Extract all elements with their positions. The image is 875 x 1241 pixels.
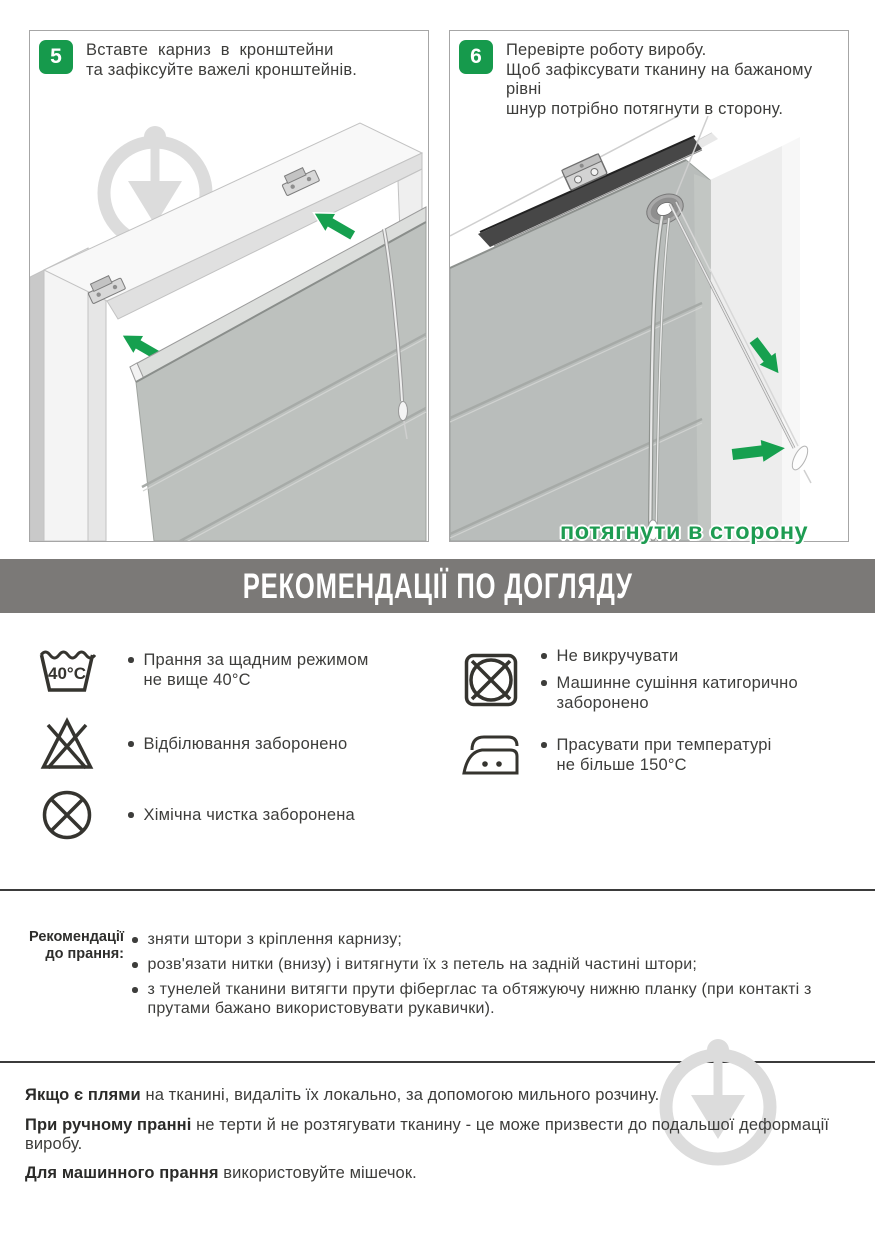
bullet-dot xyxy=(128,741,134,747)
care-text: Прасувати при температурі xyxy=(556,736,772,754)
bullet-dot xyxy=(132,937,138,943)
step-5-illustration xyxy=(30,101,428,541)
washrec-item-text: розв'язати нитки (внизу) і витягнути їх з петель на задній частині штори; xyxy=(147,956,698,973)
bullet-dot xyxy=(132,987,138,993)
no-tumble-dry-icon xyxy=(463,652,519,708)
care-section xyxy=(0,613,875,889)
note-text: не терти й не розтягувати тканину - це може призвести до подальшої деформації виробу. xyxy=(25,1115,830,1153)
bullet-dot xyxy=(128,812,134,818)
cord-bead xyxy=(399,402,408,421)
step-6-number-badge: 6 xyxy=(459,40,493,74)
bottom-notes xyxy=(25,1086,865,1194)
care-text: Не викручувати xyxy=(556,647,679,665)
care-banner xyxy=(0,559,875,613)
washrec-label xyxy=(22,929,124,962)
bullet-dot xyxy=(541,742,547,748)
care-row-tumbledry xyxy=(463,646,798,713)
step-6-line1: Перевірте роботу виробу. xyxy=(506,41,707,59)
care-row-iron xyxy=(461,731,772,779)
care-banner-title: РЕКОМЕНДАЦІЇ ПО ДОГЛЯДУ xyxy=(242,565,633,606)
step-6-illustration xyxy=(450,116,848,541)
note-bold: При ручному пранні xyxy=(25,1115,192,1134)
step-6-line3: шнур потрібно потягнути в сторону. xyxy=(506,99,784,118)
step-5-header xyxy=(39,40,423,80)
washrec-label-line1: Рекомендації xyxy=(29,929,124,945)
bullet-dot xyxy=(132,962,138,968)
iron-150-icon xyxy=(461,731,521,779)
step-6-text xyxy=(506,40,843,119)
bullet-dot xyxy=(541,653,547,659)
care-row-wash xyxy=(38,646,369,694)
step-6-line2: Щоб зафіксувати тканину на бажаному рівні xyxy=(506,60,813,98)
step-5-panel xyxy=(29,30,429,542)
note-text: використовуйте мішечок. xyxy=(218,1164,417,1182)
care-text: Прання за щадним режимом xyxy=(143,651,369,669)
washing-recommendations xyxy=(0,889,875,1061)
care-text: Хімічна чистка заборонена xyxy=(143,806,355,824)
washrec-item-text: з тунелей тканини витягти прути фіберглас та обтяжуючу нижню планку (при контакті з прутами бажано використовувати рукавички). xyxy=(147,981,812,1017)
bullet-dot xyxy=(541,680,547,686)
no-dry-clean-icon xyxy=(38,789,96,841)
washrec-item-text: зняти штори з кріплення карнизу; xyxy=(147,931,403,948)
wash-40-icon xyxy=(38,646,96,694)
note-text: на тканині, видаліть їх локально, за допомогою мильного розчину. xyxy=(140,1086,660,1104)
washrec-item xyxy=(132,980,852,1018)
note-handwash xyxy=(25,1116,865,1154)
note-stains xyxy=(25,1086,865,1105)
care-text: заборонено xyxy=(556,694,649,712)
washrec-items xyxy=(132,930,852,1018)
washrec-item xyxy=(132,930,852,949)
care-text: Машинне сушіння катигорично xyxy=(556,674,798,692)
no-bleach-icon xyxy=(38,717,96,771)
care-row-dryclean xyxy=(38,789,355,841)
care-text: не вище 40°С xyxy=(143,671,251,689)
step-6-panel xyxy=(449,30,849,542)
step-5-text xyxy=(86,40,357,80)
svg-text:40°C: 40°C xyxy=(48,664,86,683)
care-text: Відбілювання заборонено xyxy=(143,735,348,753)
washrec-label-line2: до прання: xyxy=(45,945,124,962)
washrec-item xyxy=(132,955,852,974)
step-5-number-badge: 5 xyxy=(39,40,73,74)
step-5-line1: Вставте карниз в кронштейни xyxy=(86,41,334,59)
note-bold: Якщо є плями xyxy=(25,1086,141,1104)
pull-aside-callout: потягнути в сторону xyxy=(560,518,809,544)
step-6-header xyxy=(459,40,843,119)
note-bold: Для машинного прання xyxy=(25,1164,219,1182)
bullet-dot xyxy=(128,657,134,663)
step-5-line2: та зафіксуйте важелі кронштейнів. xyxy=(86,60,358,79)
care-text: не більше 150°С xyxy=(556,756,687,774)
note-machinewash xyxy=(25,1164,865,1183)
care-row-bleach xyxy=(38,717,347,771)
